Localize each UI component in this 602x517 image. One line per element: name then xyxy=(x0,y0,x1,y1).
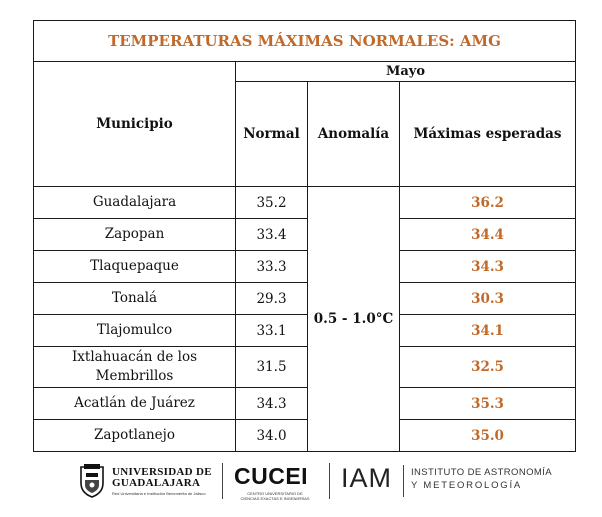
normal-cell: 35.2 xyxy=(236,187,308,219)
normal-header: Normal xyxy=(236,82,308,187)
iam-subtitle xyxy=(411,466,552,492)
normal-cell: 31.5 xyxy=(236,347,308,388)
normal-cell: 33.3 xyxy=(236,251,308,283)
municipio-cell: Zapopan xyxy=(34,219,236,251)
table-row xyxy=(34,420,576,452)
maxima-cell: 35.0 xyxy=(400,420,576,452)
table-row xyxy=(34,187,576,219)
normal-cell: 33.1 xyxy=(236,315,308,347)
table-row xyxy=(34,388,576,420)
logo-divider xyxy=(222,463,223,499)
udg-logo-text xyxy=(112,467,212,489)
municipio-cell: Tonalá xyxy=(34,283,236,315)
temperature-table xyxy=(33,20,576,452)
cucei-sub-line2: CIENCIAS EXACTAS E INGENIERÍAS xyxy=(240,496,310,501)
udg-subtitle: Red Universitaria e Institución Benemérita de Jalisco xyxy=(112,491,206,496)
municipio-cell: Tlaquepaque xyxy=(34,251,236,283)
iam-sub-line2: Y METEOROLOGÍA xyxy=(411,480,523,491)
maxima-cell: 35.3 xyxy=(400,388,576,420)
municipio-cell: Tlajomulco xyxy=(34,315,236,347)
anomaly-cell: 0.5 - 1.0°C xyxy=(308,187,400,452)
normal-cell: 33.4 xyxy=(236,219,308,251)
normal-cell: 34.3 xyxy=(236,388,308,420)
cucei-sub-line1: CENTRO UNIVERSITARIO DE xyxy=(247,491,303,496)
udg-line1: UNIVERSIDAD DE xyxy=(112,466,212,478)
udg-line2: GUADALAJARA xyxy=(112,477,201,489)
maxima-cell: 34.4 xyxy=(400,219,576,251)
anomalia-header: Anomalía xyxy=(308,82,400,187)
iam-logo-text: IAM xyxy=(341,463,393,493)
municipio-header: Municipio xyxy=(34,62,236,187)
maxima-cell: 36.2 xyxy=(400,187,576,219)
municipio-cell: Zapotlanejo xyxy=(34,420,236,452)
table-row xyxy=(34,315,576,347)
logo-divider xyxy=(329,463,330,499)
table-row xyxy=(34,219,576,251)
table-row xyxy=(34,251,576,283)
municipio-cell: Acatlán de Juárez xyxy=(34,388,236,420)
municipio-cell: Ixtlahuacán de los Membrillos xyxy=(34,347,236,388)
maximas-header: Máximas esperadas xyxy=(400,82,576,187)
maxima-cell: 30.3 xyxy=(400,283,576,315)
logos-footer xyxy=(0,455,602,505)
maxima-cell: 32.5 xyxy=(400,347,576,388)
maxima-cell: 34.1 xyxy=(400,315,576,347)
maxima-cell: 34.3 xyxy=(400,251,576,283)
cucei-subtitle xyxy=(234,491,316,501)
normal-cell: 34.0 xyxy=(236,420,308,452)
cucei-logo-text: CUCEI xyxy=(234,463,309,489)
table-row xyxy=(34,347,576,388)
logo-divider xyxy=(403,465,404,497)
normal-cell: 29.3 xyxy=(236,283,308,315)
table-title: TEMPERATURAS MÁXIMAS NORMALES: AMG xyxy=(34,21,576,62)
udg-shield-icon xyxy=(78,463,106,499)
municipio-cell: Guadalajara xyxy=(34,187,236,219)
table-row xyxy=(34,283,576,315)
iam-sub-line1: INSTITUTO DE ASTRONOMÍA xyxy=(411,467,552,478)
month-header: Mayo xyxy=(236,62,576,82)
